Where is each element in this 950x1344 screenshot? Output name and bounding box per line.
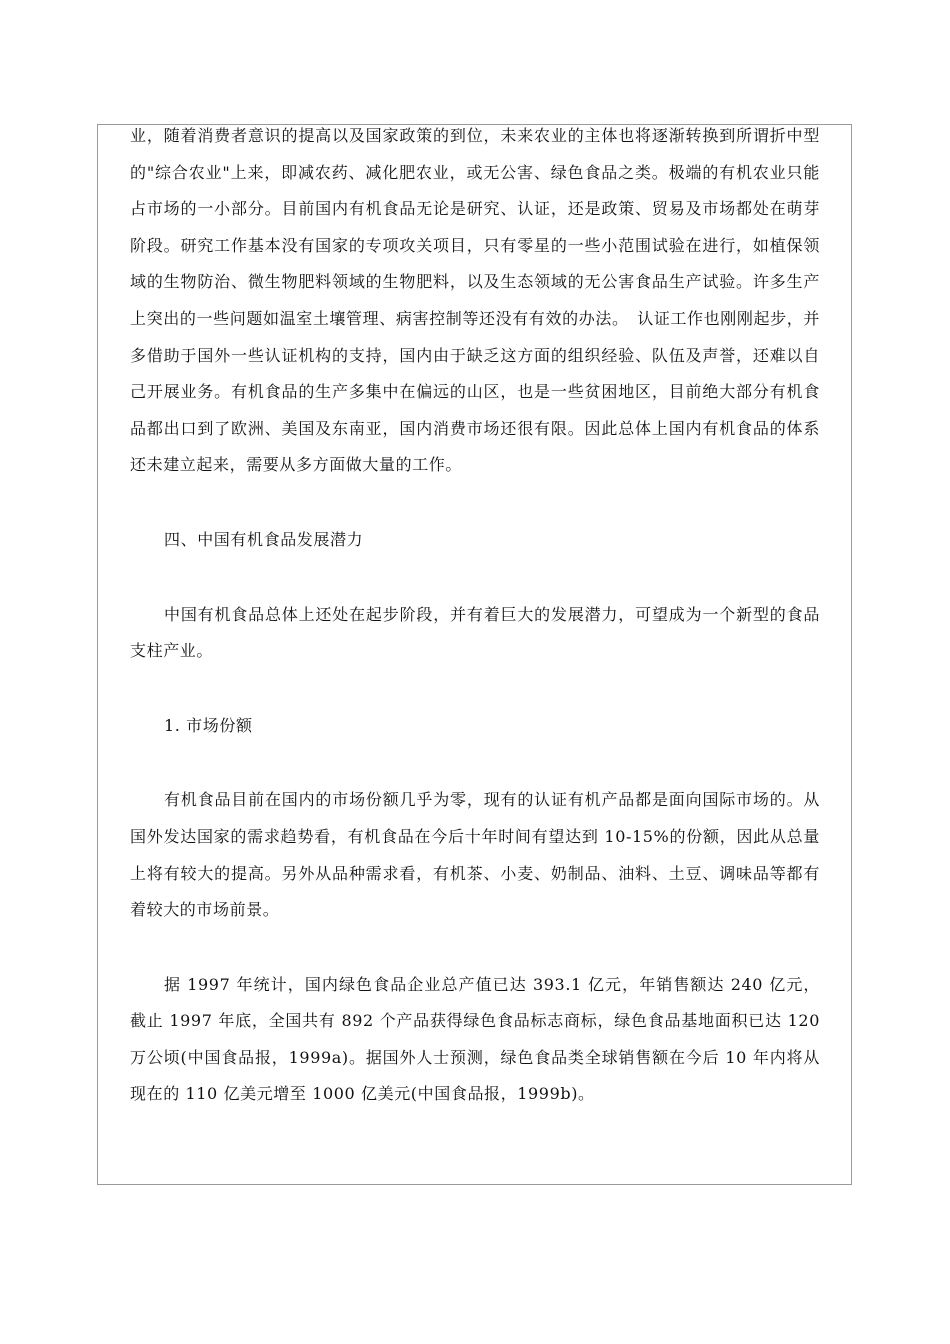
paragraph-continued: 业，随着消费者意识的提高以及国家政策的到位，未来农业的主体也将逐渐转换到所谓折中型的"综合农业"上来，即减农药、减化肥农业，或无公害、绿色食品之类。极端的有机农业只能占市场的一小部分。目前国内有机食品无论是研究、认证，还是政策、贸易及市场都处在萌芽阶段。研究工作基本没有国家的专项攻关项目，只有零星的一些小范围试验在进行，如植保领域的生物防治、微生物肥料领域的生物肥料，以及生态领域的无公害食品生产试验。许多生产上突出的一些问题如温室土壤管理、病害控制等还没有有效的办法。 认证工作也刚刚起步，并多借助于国外一些认证机构的支持，国内由于缺乏这方面的组织经验、队伍及声誉，还难以自己开展业务。有机食品的生产多集中在偏远的山区，也是一些贫困地区，目前绝大部分有机食品都出口到了欧洲、美国及东南亚，国内消费市场还很有限。因此总体上国内有机食品的体系还未建立起来，需要从多方面做大量的工作。 <box>130 126 820 475</box>
paragraph-gap <box>130 744 820 782</box>
document-body <box>130 118 820 1113</box>
paragraph-market-share: 有机食品目前在国内的市场份额几乎为零，现有的认证有机产品都是面向国际市场的。从国外发达国家的需求趋势看，有机食品在今后十年时间有望达到 10-15%的份额，因此从总量上将有较大的提高。另外从品种需求看，有机茶、小麦、奶制品、油料、土豆、调味品等都有着较大的市场前景。 <box>130 790 820 920</box>
section-heading: 四、中国有机食品发展潜力 <box>164 529 364 549</box>
paragraph-gap <box>130 559 820 597</box>
paragraph-statistics: 据 1997 年统计，国内绿色食品企业总产值已达 393.1 亿元，年销售额达 240 亿元，截止 1997 年底，全国共有 892 个产品获得绿色食品标志商标，绿色食品基地面积已达 120 万公顷(中国食品报，1999a)。据国外人士预测，绿色食品类全球销售额在今后 10 年内将从现在的 110 亿美元增至 1000 亿美元(中国食品报，1999b)。 <box>130 974 820 1104</box>
paragraph-gap <box>130 484 820 522</box>
paragraph-gap <box>130 929 820 967</box>
paragraph-intro: 中国有机食品总体上还处在起步阶段，并有着巨大的发展潜力，可望成为一个新型的食品支柱产业。 <box>130 604 820 661</box>
paragraph-gap <box>130 670 820 708</box>
subsection-heading: 1. 市场份额 <box>164 715 253 735</box>
